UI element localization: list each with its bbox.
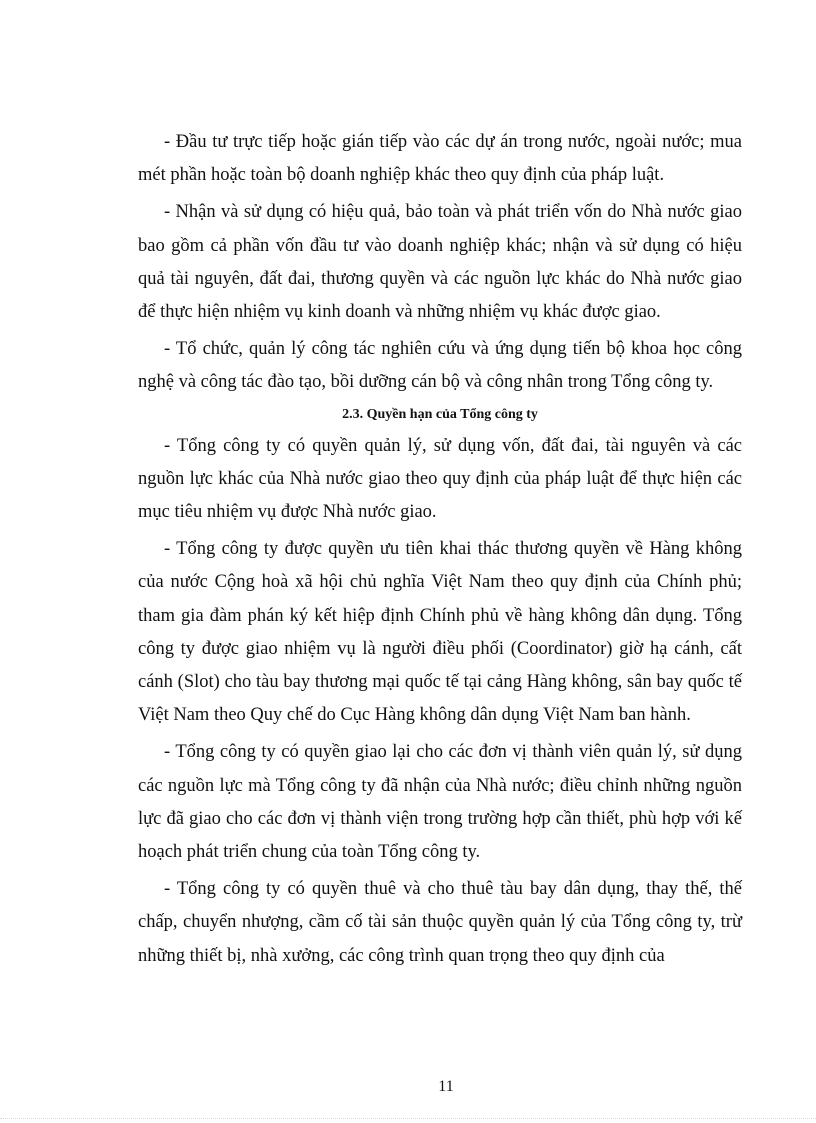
paragraph-aircraft-leasing: - Tổng công ty có quyền thuê và cho thuê tàu bay dân dụng, thay thế, thế chấp, chuyển nhượng, cầm cố tài sản thuộc quyền quản lý của Tổng công ty, trừ những thiết bị, nhà xưởng, các công trình quan trọng theo quy định của [138,879,742,966]
paragraph-rights-management: - Tổng công ty có quyền quản lý, sử dụng vốn, đất đai, tài nguyên và các nguồn lực khác của Nhà nước giao theo quy định của pháp luật để thực hiện các mục tiêu nhiệm vụ được Nhà nước giao. [138,435,742,523]
document-body [138,126,742,973]
page-number: 11 [438,1078,454,1095]
paragraph-investment: - Đầu tư trực tiếp hoặc gián tiếp vào các dự án trong nước, ngoài nước; mua mét phần hoặc toàn bộ doanh nghiệp khác theo quy định của pháp luật. [138,132,742,186]
paragraph-capital-use: - Nhận và sử dụng có hiệu quả, bảo toàn và phát triển vốn do Nhà nước giao bao gồm cả phần vốn đầu tư vào doanh nghiệp khác; nhận và sử dụng có hiệu quả tài nguyên, đất đai, thương quyền và các nguồn lực khác do Nhà nước giao để thực hiện nhiệm vụ kinh doanh và những nhiệm vụ khác được giao. [138,202,742,323]
paragraph-resource-allocation: - Tổng công ty có quyền giao lại cho các đơn vị thành viên quản lý, sử dụng các nguồn lực mà Tổng công ty đã nhận của Nhà nước; điều chỉnh những nguồn lực đã giao cho các đơn vị thành viện trong trường hợp cần thiết, phù hợp với kế hoạch phát triển chung của toàn Tổng công ty. [138,742,742,863]
paragraph-aviation-rights: - Tổng công ty được quyền ưu tiên khai thác thương quyền về Hàng không của nước Cộng hoà xã hội chủ nghĩa Việt Nam theo quy định của Chính phủ; tham gia đàm phán ký kết hiệp định Chính phủ về hàng không dân dụng. Tổng công ty được giao nhiệm vụ là người điều phối (Coordinator) giờ hạ cánh, cất cánh (Slot) cho tàu bay thương mại quốc tế tại cảng Hàng không, sân bay quốc tế Việt Nam theo Quy chế do Cục Hàng không dân dụng Việt Nam ban hành. [138,539,742,726]
paragraph-research-training: - Tổ chức, quản lý công tác nghiên cứu và ứng dụng tiến bộ khoa học công nghệ và công tác đào tạo, bồi dưỡng cán bộ và công nhân trong Tổng công ty. [138,339,742,393]
section-heading: 2.3. Quyền hạn của Tổng công ty [342,406,538,422]
page-bottom-divider [0,1118,816,1119]
